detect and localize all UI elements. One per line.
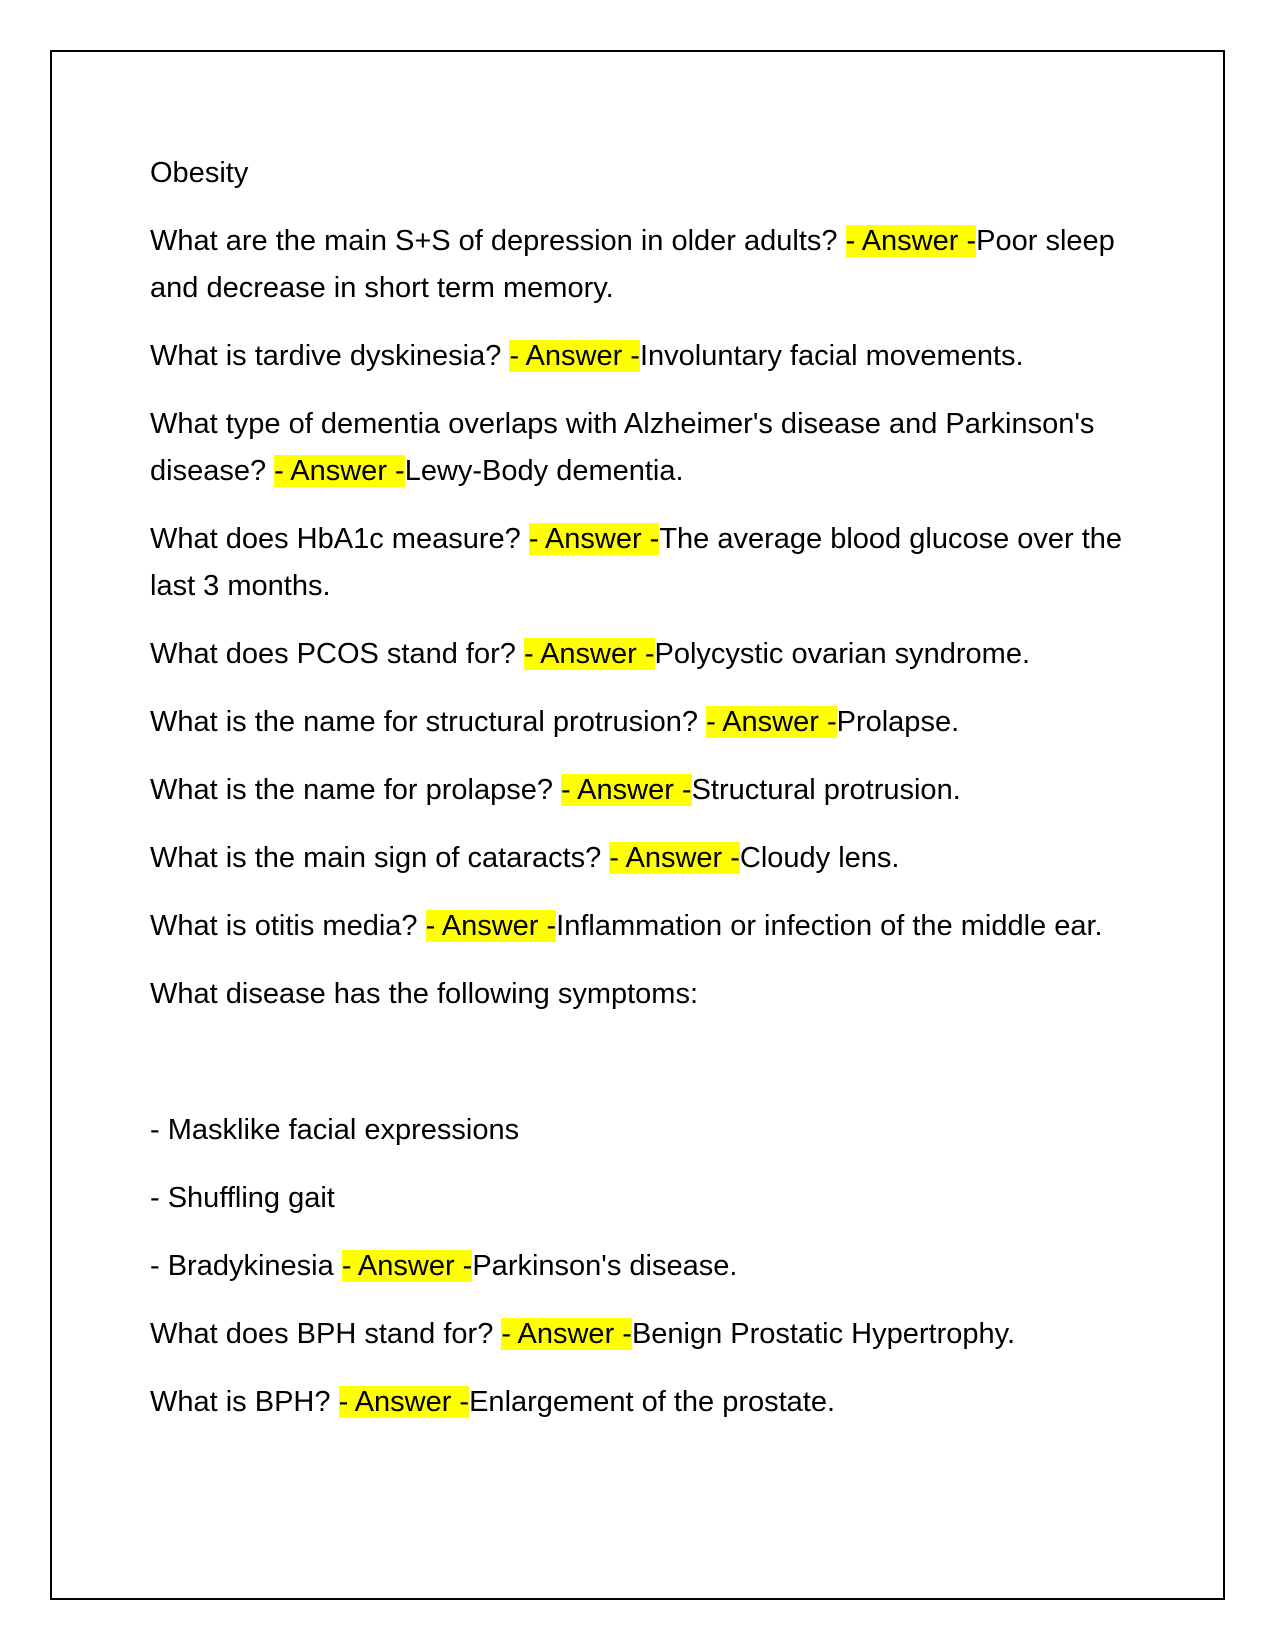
question-text: What is otitis media? — [150, 910, 426, 942]
question-text: What is the name for prolapse? — [150, 774, 562, 806]
answer-text: The average blood glucose over the last 3 months. — [150, 523, 1123, 602]
answer-marker: - Answer - — [338, 1386, 470, 1418]
answer-text: Involuntary facial movements. — [639, 340, 1024, 372]
answer-text: Benign Prostatic Hypertrophy. — [631, 1318, 1016, 1350]
question-text: What is the name for structural protrusion? — [150, 706, 707, 738]
answer-text: Structural protrusion. — [691, 774, 961, 806]
symptom-question-intro: What disease has the following symptoms: — [150, 978, 699, 1010]
question-text: What is BPH? — [150, 1386, 339, 1418]
symptom-item: - Bradykinesia — [150, 1250, 342, 1282]
qa-item — [150, 1311, 1130, 1358]
answer-text: Poor sleep and decrease in short term memory. — [150, 225, 1115, 304]
blank-line — [150, 1039, 1130, 1107]
qa-item — [150, 699, 1130, 746]
qa-item — [150, 903, 1130, 950]
symptom-item: - Masklike facial expressions — [150, 1114, 520, 1146]
qa-item — [150, 767, 1130, 814]
answer-marker: - Answer - — [509, 340, 640, 372]
question-text: What is tardive dyskinesia? — [150, 340, 510, 372]
symptom-item: - Shuffling gait — [150, 1182, 335, 1214]
qa-item — [150, 835, 1130, 882]
symptom-item-with-answer — [150, 1243, 1130, 1290]
answer-text: Polycystic ovarian syndrome. — [654, 638, 1031, 670]
answer-text: Parkinson's disease. — [472, 1250, 738, 1282]
answer-text: Enlargement of the prostate. — [469, 1386, 836, 1418]
answer-text: Cloudy lens. — [739, 842, 900, 874]
question-text: What are the main S+S of depression in older adults? — [150, 225, 846, 257]
answer-text: Lewy-Body dementia. — [404, 455, 684, 487]
answer-marker: - Answer - — [523, 638, 655, 670]
answer-marker: - Answer - — [561, 774, 692, 806]
answer-marker: - Answer - — [845, 225, 977, 257]
question-text: What does BPH stand for? — [150, 1318, 502, 1350]
qa-item — [150, 1379, 1130, 1426]
answer-marker: - Answer - — [609, 842, 740, 874]
answer-marker: - Answer - — [501, 1318, 632, 1350]
qa-item — [150, 401, 1130, 495]
qa-item — [150, 516, 1130, 610]
answer-marker: - Answer - — [706, 706, 837, 738]
question-text: What is the main sign of cataracts? — [150, 842, 610, 874]
qa-item — [150, 333, 1130, 380]
qa-item — [150, 218, 1130, 312]
answer-marker: - Answer - — [274, 455, 405, 487]
answer-marker: - Answer - — [425, 910, 557, 942]
answer-marker: - Answer - — [528, 523, 660, 555]
question-text: What type of dementia overlaps with Alzheimer's disease and Parkinson's disease? — [150, 408, 1095, 487]
answer-marker: - Answer - — [341, 1250, 473, 1282]
question-text: What does HbA1c measure? — [150, 523, 529, 555]
document-body — [150, 150, 1130, 1447]
document-title: Obesity — [150, 157, 249, 189]
answer-text: Prolapse. — [836, 706, 960, 738]
answer-text: Inflammation or infection of the middle ear. — [556, 910, 1103, 942]
question-text: What does PCOS stand for? — [150, 638, 524, 670]
qa-item — [150, 631, 1130, 678]
